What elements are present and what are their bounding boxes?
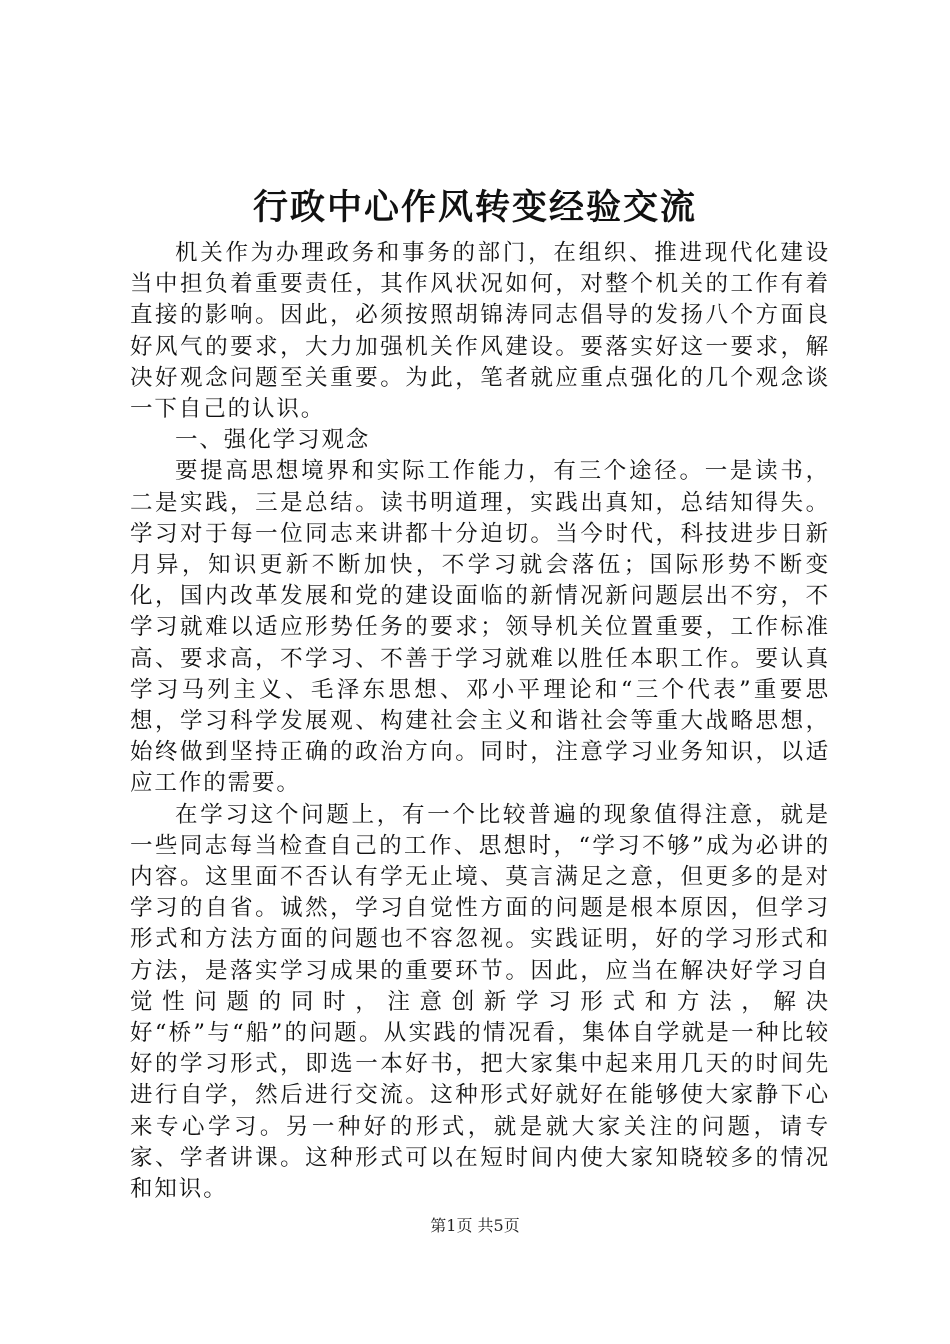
paragraph-intro: 机关作为办理政务和事务的部门，在组织、推进现代化建设当中担负着重要责任，其作风状况如何，对整个机关的工作有着直接的影响。因此，必须按照胡锦涛同志倡导的发扬八个方面良好风气的要求，大力加强机关作风建设。要落实好这一要求，解决好观念问题至关重要。为此，笔者就应重点强化的几个观念谈一下自己的认识。 bbox=[130, 240, 830, 423]
page-footer: 第1页 共5页 bbox=[430, 1216, 520, 1235]
document-title: 行政中心作风转变经验交流 bbox=[252, 187, 697, 228]
paragraph-study-importance: 要提高思想境界和实际工作能力，有三个途径。一是读书，二是实践，三是总结。读书明道理，实践出真知，总结知得失。学习对于每一位同志来讲都十分迫切。当今时代，科技进步日新月异，知识更新不断加快，不学习就会落伍；国际形势不断变化，国内改革发展和党的建设面临的新情况新问题层出不穷，不学习就难以适应形势任务的要求；领导机关位置重要，工作标准高、要求高，不学习、不善于学习就难以胜任本职工作。要认真学习马列主义、毛泽东思想、邓小平理论和“三个代表”重要思想，学习科学发展观、构建社会主义和谐社会等重大战略思想，始终做到坚持正确的政治方向。同时，注意学习业务知识，以适应工作的需要。 bbox=[130, 458, 830, 797]
paragraph-study-methods: 在学习这个问题上，有一个比较普遍的现象值得注意，就是一些同志每当检查自己的工作、思想时，“学习不够”成为必讲的内容。这里面不否认有学无止境、莫言满足之意，但更多的是对学习的自省。诚然，学习自觉性方面的问题是根本原因，但学习形式和方法方面的问题也不容忽视。实践证明，好的学习形式和方法，是落实学习成果的重要环节。因此，应当在解决好学习自觉性问题的同时，注意创新学习形式和方法，解决好“桥”与“船”的问题。从实践的情况看，集体自学就是一种比较好的学习形式，即选一本好书，把大家集中起来用几天的时间先进行自学，然后进行交流。这种形式好就好在能够使大家静下心来专心学习。另一种好的形式，就是就大家关注的问题，请专家、学者讲课。这种形式可以在短时间内使大家知晓较多的情况和知识。 bbox=[130, 801, 830, 1203]
document-body bbox=[130, 238, 830, 1205]
section-heading: 一、强化学习观念 bbox=[175, 427, 371, 454]
